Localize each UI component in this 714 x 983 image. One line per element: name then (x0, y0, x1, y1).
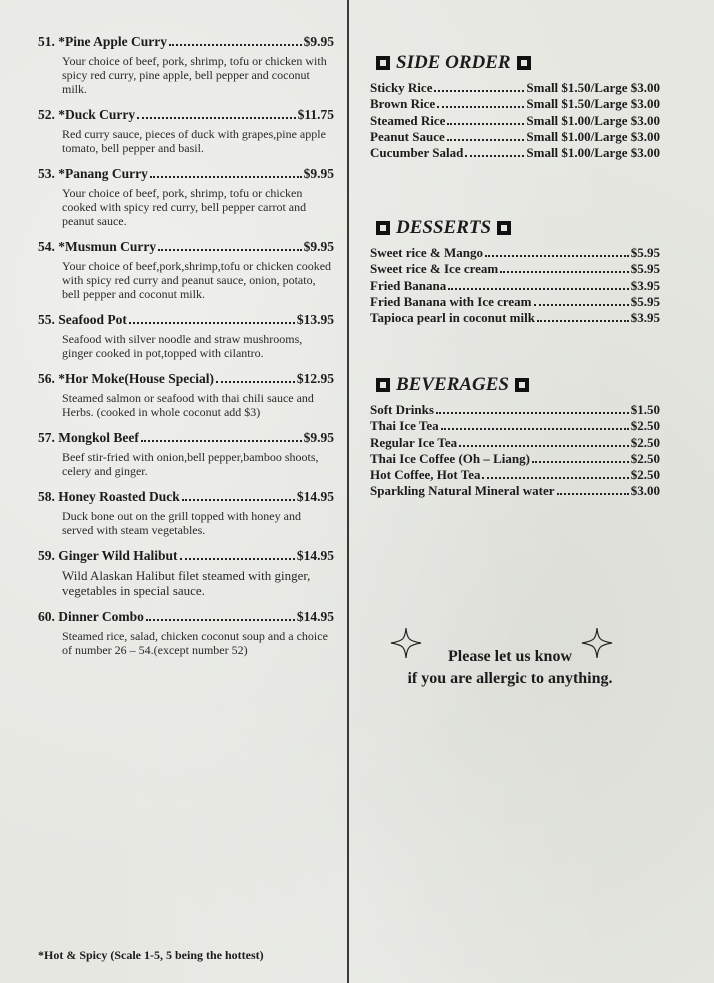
item-description: Beef stir-fried with onion,bell pepper,bamboo shoots, celery and ginger. (62, 450, 319, 478)
leader-dots (146, 619, 295, 621)
section-title-text: SIDE ORDER (396, 52, 511, 73)
leader-dots (557, 493, 629, 495)
allergy-notice (380, 646, 640, 690)
item-label: Sparkling Natural Mineral water (370, 483, 555, 499)
menu-item (38, 312, 334, 360)
leader-dots (137, 117, 295, 119)
square-bullet-icon (517, 56, 531, 70)
item-label: Fried Banana with Ice cream (370, 293, 532, 309)
list-item (370, 435, 660, 451)
leader-dots (437, 106, 524, 108)
item-price: $5.95 (630, 293, 660, 309)
section-title (370, 374, 660, 396)
item-description: Your choice of beef, pork, shrimp, tofu or chicken cooked with spicy red curry, bell pepper carrot and peanut sauce. (62, 186, 307, 228)
item-label: Regular Ice Tea (370, 434, 458, 450)
leader-dots (216, 381, 295, 383)
item-description: Steamed salmon or seafood with thai chili sauce and Herbs. (cooked in whole coconut add $3) (62, 391, 314, 419)
menu-item (38, 430, 334, 478)
square-bullet-icon (376, 56, 390, 70)
list-item (370, 113, 660, 129)
leader-dots (158, 249, 301, 251)
section-title (370, 217, 660, 239)
list-item (370, 310, 660, 326)
item-name: 52. *Duck Curry (38, 107, 136, 122)
item-name: 57. Mongkol Beef (38, 430, 139, 445)
list-item (370, 96, 660, 112)
leader-dots (448, 288, 629, 290)
item-description: Wild Alaskan Halibut filet steamed with ginger, vegetables in special sauce. (62, 568, 311, 598)
square-bullet-icon (515, 378, 529, 392)
item-name: 55. Seafood Pot (38, 312, 127, 327)
item-description: Duck bone out on the grill topped with honey and served with steam vegetables. (62, 509, 301, 537)
item-price: $13.95 (296, 312, 334, 327)
leader-dots (180, 558, 295, 560)
leader-dots (500, 271, 629, 273)
leader-dots (441, 428, 629, 430)
item-label: Thai Ice Tea (370, 418, 439, 434)
list-item (370, 418, 660, 434)
item-description: Red curry sauce, pieces of duck with grapes,pine apple tomato, bell pepper and basil. (62, 127, 326, 155)
item-description: Your choice of beef,pork,shrimp,tofu or chicken cooked with spicy red curry and peanut sauce, onion, potato, bell pepper and coconut milk. (62, 259, 332, 301)
item-price: Small $1.00/Large $3.00 (526, 145, 660, 161)
item-description: Your choice of beef, pork, shrimp, tofu or chicken with spicy red curry, pine apple, bell pepper and coconut milk. (62, 54, 327, 96)
item-label: Fried Banana (370, 277, 447, 293)
list-item (370, 467, 660, 483)
leader-dots (537, 320, 629, 322)
item-price: Small $1.00/Large $3.00 (526, 112, 660, 128)
item-name: 56. *Hor Moke(House Special) (38, 371, 214, 386)
list-item (370, 129, 660, 145)
item-price: $9.95 (303, 430, 334, 445)
leader-dots (434, 90, 524, 92)
item-price: $9.95 (303, 166, 334, 181)
item-description: Seafood with silver noodle and straw mushrooms, ginger cooked in pot,topped with cilantro. (62, 332, 303, 360)
list-item (370, 245, 660, 261)
item-label: Brown Rice (370, 96, 436, 112)
item-price: $2.50 (630, 434, 660, 450)
item-price: Small $1.50/Large $3.00 (526, 80, 660, 95)
item-price: $12.95 (296, 371, 334, 386)
item-label: Tapioca pearl in coconut milk (370, 310, 535, 326)
item-price: $9.95 (303, 239, 334, 254)
item-name: 58. Honey Roasted Duck (38, 489, 180, 504)
list-item (370, 278, 660, 294)
section-title-text: BEVERAGES (396, 374, 509, 395)
item-label: Peanut Sauce (370, 128, 445, 144)
menu-item (38, 371, 334, 419)
item-name: 60. Dinner Combo (38, 609, 144, 624)
item-description: Steamed rice, salad, chicken coconut soup and a choice of number 26 – 54.(except number 52) (62, 629, 328, 657)
leader-dots (534, 304, 629, 306)
beverages-section (370, 374, 660, 500)
item-label: Sweet rice & Ice cream (370, 261, 499, 277)
item-price: Small $1.00/Large $3.00 (526, 128, 660, 144)
item-name: 54. *Musmun Curry (38, 239, 157, 254)
leader-dots (459, 445, 629, 447)
item-label: Sweet rice & Mango (370, 245, 483, 260)
leader-dots (169, 44, 302, 46)
list-item (370, 483, 660, 499)
item-label: Hot Coffee, Hot Tea (370, 467, 481, 483)
item-price: $3.95 (630, 310, 660, 326)
item-price: $2.50 (630, 450, 660, 466)
item-price: $1.50 (630, 402, 660, 417)
menu-item (38, 239, 334, 301)
leader-dots (485, 255, 629, 257)
allergy-line-1: Please let us know (448, 648, 572, 665)
item-price: $11.75 (297, 107, 334, 122)
menu-item (38, 107, 334, 155)
item-price: $14.95 (296, 609, 334, 624)
item-price: Small $1.50/Large $3.00 (526, 96, 660, 112)
item-name: 51. *Pine Apple Curry (38, 34, 168, 49)
menu-item (38, 166, 334, 228)
leader-dots (465, 155, 524, 157)
list-item (370, 294, 660, 310)
item-label: Thai Ice Coffee (Oh – Liang) (370, 450, 530, 466)
leader-dots (447, 123, 524, 125)
item-label: Soft Drinks (370, 402, 434, 417)
leader-dots (129, 322, 295, 324)
leader-dots (150, 176, 302, 178)
list-item (370, 451, 660, 467)
item-name: 53. *Panang Curry (38, 166, 148, 181)
leader-dots (182, 499, 295, 501)
spicy-footnote: *Hot & Spicy (Scale 1-5, 5 being the hottest) (38, 948, 264, 962)
column-divider (347, 0, 349, 983)
item-price: $3.00 (630, 483, 660, 499)
leader-dots (482, 477, 628, 479)
leader-dots (532, 461, 629, 463)
menu-item (38, 609, 334, 657)
item-price: $3.95 (630, 277, 660, 293)
menu-item (38, 548, 334, 598)
list-item (370, 80, 660, 96)
menu-item (38, 489, 334, 537)
item-price: $5.95 (630, 245, 660, 260)
square-bullet-icon (497, 221, 511, 235)
item-price: $2.50 (630, 467, 660, 483)
item-price: $2.50 (630, 418, 660, 434)
item-label: Cucumber Salad (370, 145, 464, 161)
item-price: $5.95 (630, 261, 660, 277)
item-price: $14.95 (296, 489, 334, 504)
section-title-text: DESSERTS (396, 217, 492, 238)
desserts-section (370, 217, 660, 326)
list-item (370, 145, 660, 161)
leader-dots (141, 440, 302, 442)
menu-item (38, 34, 334, 96)
square-bullet-icon (376, 378, 390, 392)
section-title (370, 52, 660, 74)
item-price: $14.95 (296, 548, 334, 563)
side-order-section (370, 52, 660, 161)
allergy-line-2: if you are allergic to anything. (407, 670, 613, 687)
leader-dots (447, 139, 525, 141)
item-name: 59. Ginger Wild Halibut (38, 548, 178, 563)
square-bullet-icon (376, 221, 390, 235)
entree-list (38, 34, 334, 668)
item-label: Steamed Rice (370, 112, 446, 128)
leader-dots (436, 412, 629, 414)
item-label: Sticky Rice (370, 80, 433, 95)
list-item (370, 402, 660, 418)
list-item (370, 261, 660, 277)
item-price: $9.95 (303, 34, 334, 49)
